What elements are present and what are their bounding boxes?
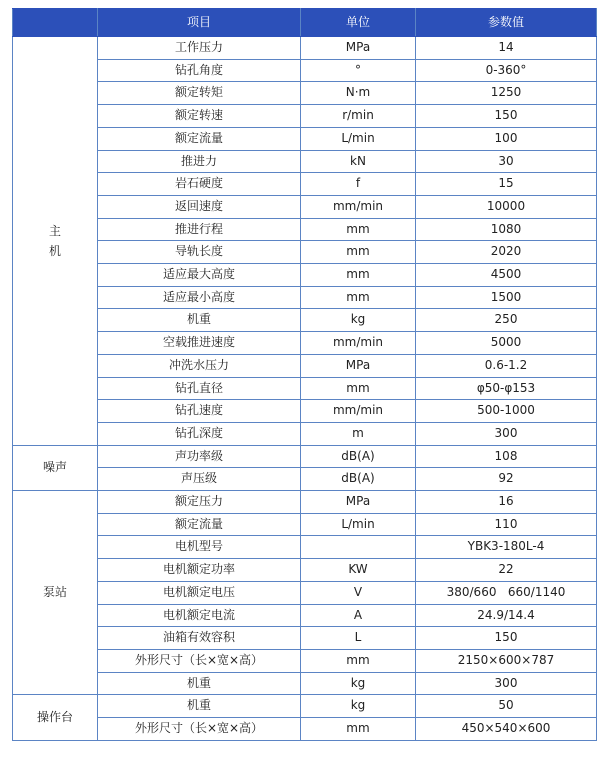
group-label [13, 695, 98, 740]
cell-item: 额定流量 [98, 127, 301, 150]
cell-value: 2020 [416, 241, 597, 264]
cell-unit: mm/min [301, 400, 416, 423]
cell-item: 外形尺寸（长×宽×高） [98, 649, 301, 672]
table-row [13, 37, 597, 60]
cell-value: φ50-φ153 [416, 377, 597, 400]
cell-unit: mm [301, 241, 416, 264]
cell-item: 导轨长度 [98, 241, 301, 264]
table-row [13, 422, 597, 445]
table-row [13, 695, 597, 718]
cell-unit: mm [301, 649, 416, 672]
group-label [13, 445, 98, 490]
cell-item: 空载推进速度 [98, 332, 301, 355]
cell-unit: ° [301, 59, 416, 82]
cell-item: 电机额定电流 [98, 604, 301, 627]
table-row [13, 649, 597, 672]
table-row [13, 400, 597, 423]
table-row [13, 468, 597, 491]
table-row [13, 581, 597, 604]
cell-item: 电机额定功率 [98, 559, 301, 582]
cell-item: 声压级 [98, 468, 301, 491]
cell-value: 100 [416, 127, 597, 150]
cell-unit [301, 536, 416, 559]
cell-item: 额定转速 [98, 105, 301, 128]
cell-item: 适应最小高度 [98, 286, 301, 309]
cell-value: 0.6-1.2 [416, 354, 597, 377]
cell-value: 1500 [416, 286, 597, 309]
table-row [13, 195, 597, 218]
table-row [13, 491, 597, 514]
cell-item: 油箱有效容积 [98, 627, 301, 650]
cell-item: 钻孔角度 [98, 59, 301, 82]
cell-value: 108 [416, 445, 597, 468]
spec-table-body [13, 37, 597, 741]
cell-unit: dB(A) [301, 445, 416, 468]
cell-item: 钻孔深度 [98, 422, 301, 445]
cell-unit: MPa [301, 491, 416, 514]
table-row [13, 59, 597, 82]
cell-unit: f [301, 173, 416, 196]
cell-unit: kg [301, 309, 416, 332]
table-row [13, 718, 597, 741]
table-row [13, 127, 597, 150]
group-label-line: 泵站 [42, 584, 67, 599]
table-row [13, 218, 597, 241]
cell-unit: MPa [301, 37, 416, 60]
group-label-line: 机 [48, 243, 61, 258]
cell-value: 0-360° [416, 59, 597, 82]
table-row [13, 536, 597, 559]
table-row [13, 377, 597, 400]
cell-unit: KW [301, 559, 416, 582]
cell-unit: L/min [301, 513, 416, 536]
header-value: 参数值 [416, 9, 597, 37]
cell-item: 额定压力 [98, 491, 301, 514]
group-label-line: 噪声 [42, 460, 67, 474]
cell-value: 50 [416, 695, 597, 718]
table-row [13, 513, 597, 536]
cell-value: 1250 [416, 82, 597, 105]
table-row [13, 82, 597, 105]
cell-value: 500-1000 [416, 400, 597, 423]
cell-value: 2150×600×787 [416, 649, 597, 672]
cell-value: 380/660 660/1140 [416, 581, 597, 604]
cell-value: 300 [416, 422, 597, 445]
cell-unit: kg [301, 672, 416, 695]
cell-value: 24.9/14.4 [416, 604, 597, 627]
cell-item: 外形尺寸（长×宽×高） [98, 718, 301, 741]
table-row [13, 150, 597, 173]
cell-value: 22 [416, 559, 597, 582]
table-row [13, 332, 597, 355]
cell-value: 92 [416, 468, 597, 491]
cell-item: 推进行程 [98, 218, 301, 241]
table-row [13, 286, 597, 309]
cell-value: 300 [416, 672, 597, 695]
cell-item: 电机额定电压 [98, 581, 301, 604]
table-row [13, 445, 597, 468]
cell-item: 电机型号 [98, 536, 301, 559]
cell-value: 30 [416, 150, 597, 173]
group-label-line: 操作台 [36, 709, 73, 724]
cell-unit: mm [301, 377, 416, 400]
cell-unit: L/min [301, 127, 416, 150]
table-row [13, 354, 597, 377]
cell-unit: mm [301, 286, 416, 309]
cell-unit: A [301, 604, 416, 627]
cell-item: 岩石硬度 [98, 173, 301, 196]
cell-unit: mm [301, 718, 416, 741]
header-item: 项目 [98, 9, 301, 37]
cell-value: 250 [416, 309, 597, 332]
cell-item: 推进力 [98, 150, 301, 173]
cell-value: 5000 [416, 332, 597, 355]
cell-item: 额定转矩 [98, 82, 301, 105]
cell-unit: kN [301, 150, 416, 173]
cell-value: 110 [416, 513, 597, 536]
group-label [13, 37, 98, 446]
cell-unit: mm [301, 218, 416, 241]
cell-item: 钻孔直径 [98, 377, 301, 400]
cell-unit: mm/min [301, 332, 416, 355]
group-label [13, 491, 98, 695]
header-group [13, 9, 98, 37]
cell-item: 额定流量 [98, 513, 301, 536]
cell-value: 15 [416, 173, 597, 196]
cell-value: 150 [416, 105, 597, 128]
table-row [13, 264, 597, 287]
cell-unit: N·m [301, 82, 416, 105]
cell-value: 10000 [416, 195, 597, 218]
cell-unit: r/min [301, 105, 416, 128]
cell-item: 钻孔速度 [98, 400, 301, 423]
table-row [13, 105, 597, 128]
cell-value: 150 [416, 627, 597, 650]
cell-value: 16 [416, 491, 597, 514]
spec-table [12, 8, 597, 741]
cell-item: 适应最大高度 [98, 264, 301, 287]
header-unit: 单位 [301, 9, 416, 37]
table-row [13, 627, 597, 650]
cell-unit: m [301, 422, 416, 445]
table-row [13, 241, 597, 264]
cell-unit: V [301, 581, 416, 604]
header-row [13, 9, 597, 37]
cell-item: 工作压力 [98, 37, 301, 60]
cell-unit: kg [301, 695, 416, 718]
table-row [13, 173, 597, 196]
table-row [13, 309, 597, 332]
table-row [13, 672, 597, 695]
cell-value: 450×540×600 [416, 718, 597, 741]
cell-item: 冲洗水压力 [98, 354, 301, 377]
table-row [13, 559, 597, 582]
cell-unit: dB(A) [301, 468, 416, 491]
cell-unit: MPa [301, 354, 416, 377]
group-label-line: 主 [48, 223, 61, 238]
cell-unit: L [301, 627, 416, 650]
cell-value: 14 [416, 37, 597, 60]
cell-item: 返回速度 [98, 195, 301, 218]
cell-item: 机重 [98, 309, 301, 332]
table-row [13, 604, 597, 627]
cell-value: YBK3-180L-4 [416, 536, 597, 559]
cell-item: 机重 [98, 672, 301, 695]
cell-item: 声功率级 [98, 445, 301, 468]
cell-unit: mm [301, 264, 416, 287]
cell-value: 4500 [416, 264, 597, 287]
cell-unit: mm/min [301, 195, 416, 218]
cell-item: 机重 [98, 695, 301, 718]
cell-value: 1080 [416, 218, 597, 241]
